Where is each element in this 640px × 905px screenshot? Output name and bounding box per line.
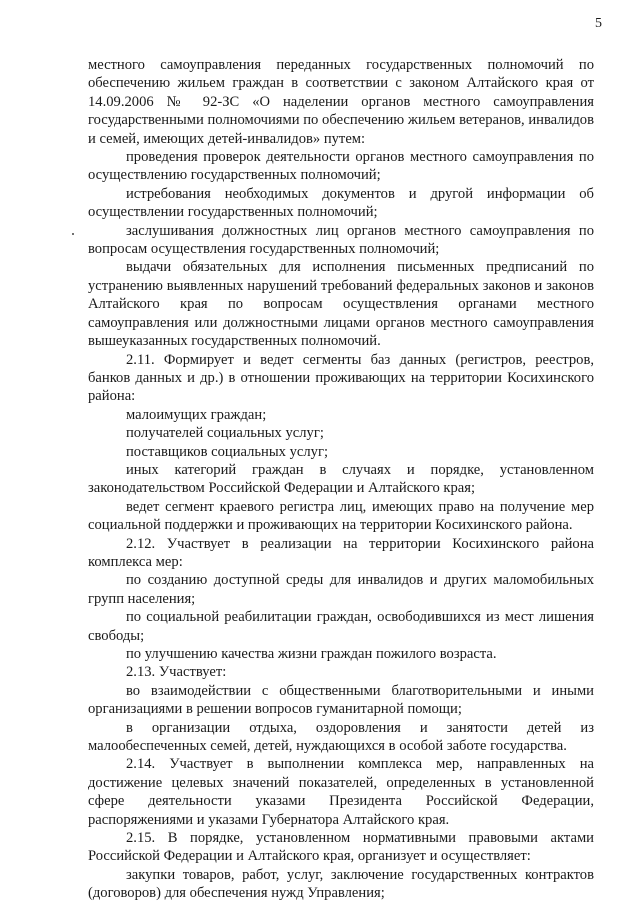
list-item: иных категорий граждан в случаях и порядке, установленном законодательством Российской Федерации и Алтайского края; bbox=[88, 461, 594, 497]
list-item: получателей социальных услуг; bbox=[126, 425, 324, 442]
scan-speck bbox=[72, 233, 74, 235]
section-2-11: 2.11. Формирует и ведет сегменты баз данных (регистров, реестров, банков данных и др.) в отношении проживающих на территории Косихинского района: bbox=[88, 351, 594, 405]
list-item: по созданию доступной среды для инвалидов и других маломобильных групп населения; bbox=[88, 572, 594, 607]
list-item: во взаимодействии с общественными благотворительными и иными организациями в решении вопросов гуманитарной помощи; bbox=[88, 682, 594, 718]
list-item: в организации отдыха, оздоровления и занятости детей из малообеспеченных семей, детей, нуждающихся в особой заботе государства. bbox=[88, 719, 594, 755]
section-2-14: 2.14. Участвует в выполнении комплекса мер, направленных на достижение целевых значений показателей, определенных в установленной сфере деятельности указами Президента Российской Федерации, распоряжениями и указами Губернатора Алтайского края. bbox=[88, 756, 594, 828]
document-body bbox=[88, 56, 594, 903]
list-item: по социальной реабилитации граждан, освободившихся из мест лишения свободы; bbox=[88, 609, 594, 644]
paragraph: ведет сегмент краевого регистра лиц, имеющих право на получение мер социальной поддержки и проживающих на территории Косихинского района. bbox=[88, 498, 594, 534]
list-item: закупки товаров, работ, услуг, заключение государственных контрактов (договоров) для обеспечения нужд Управления; bbox=[88, 866, 594, 902]
paragraph: истребования необходимых документов и другой информации об осуществлении государственных полномочий; bbox=[88, 185, 594, 221]
list-item: малоимущих граждан; bbox=[126, 406, 267, 423]
page-number: 5 bbox=[595, 16, 602, 31]
paragraph: проведения проверок деятельности органов местного самоуправления по осуществлению государственных полномочий; bbox=[88, 149, 594, 184]
section-2-13: 2.13. Участвует: bbox=[126, 664, 227, 681]
list-item: поставщиков социальных услуг; bbox=[126, 443, 328, 460]
paragraph: заслушивания должностных лиц органов местного самоуправления по вопросам осуществления государственных полномочий; bbox=[88, 222, 594, 258]
section-2-15: 2.15. В порядке, установленном нормативными правовыми актами Российской Федерации и Алтайского края, организует и осуществляет: bbox=[88, 830, 594, 865]
list-item: по улучшению качества жизни граждан пожилого возраста. bbox=[126, 646, 497, 662]
paragraph: выдачи обязательных для исполнения письменных предписаний по устранению выявленных нарушений требований федеральных законов и законов Алтайского края по вопросам осуществления органами местного самоуправления или должностными лицами органов местного самоуправления вышеуказанных государственных полномочий. bbox=[88, 259, 594, 350]
paragraph: местного самоуправления переданных государственных полномочий по обеспечению жильем граждан в соответствии с законом Алтайского края от 14.09.2006 № 92-ЗС «О наделении органов местного самоуправления государственными полномочиями по обеспечению жильем ветеранов, инвалидов и семей, имеющих детей-инвалидов» путем: bbox=[88, 57, 594, 147]
section-2-12: 2.12. Участвует в реализации на территории Косихинского района комплекса мер: bbox=[88, 535, 594, 570]
